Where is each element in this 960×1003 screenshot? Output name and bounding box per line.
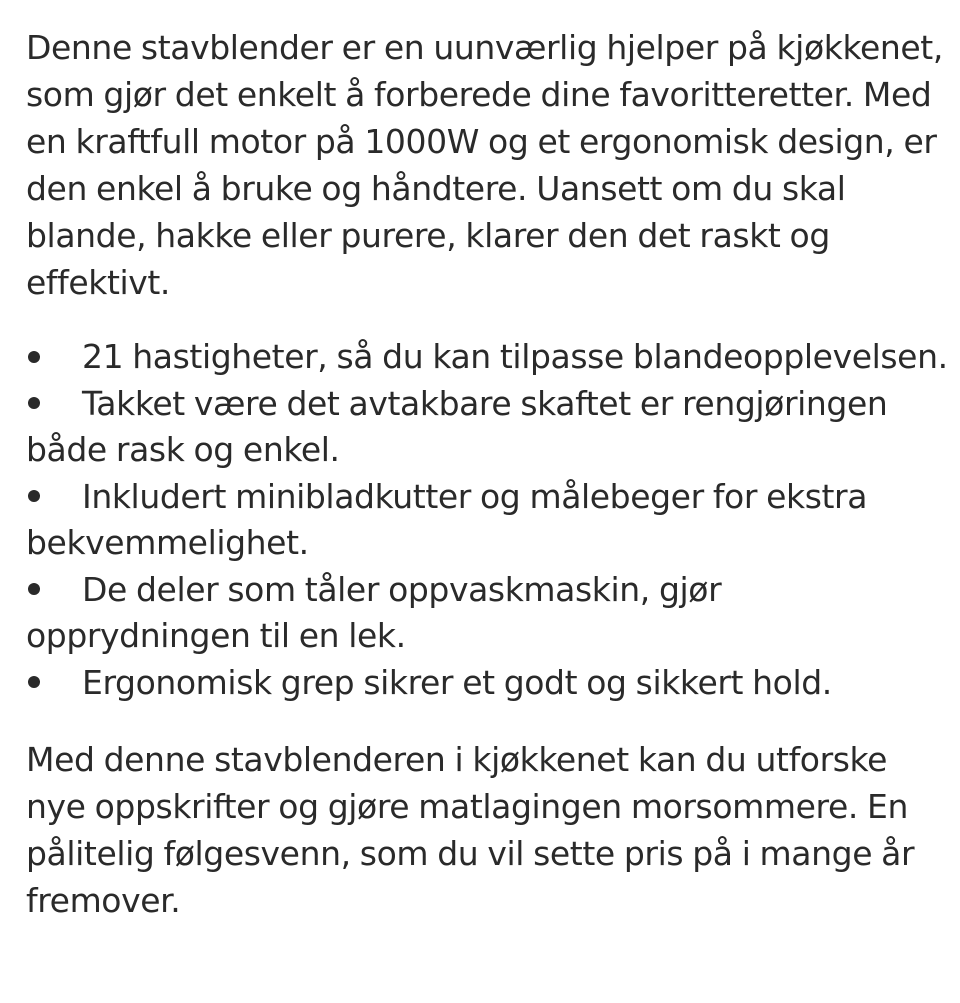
list-item [26, 660, 952, 707]
list-item-text: 21 hastigheter, så du kan tilpasse blandeopplevelsen. [82, 337, 948, 376]
bullet-icon [28, 397, 40, 409]
bullet-icon [28, 351, 40, 363]
list-item [26, 474, 952, 567]
intro-paragraph: Denne stavblender er en uunværlig hjelper på kjøkkenet, som gjør det enkelt å forberede dine favoritteretter. Med en kraftfull motor på 1000W og et ergonomisk design, er den enkel å bruke og håndtere. Uansett om du skal blande, hakke eller purere, klarer den det raskt og effektivt. [26, 28, 943, 302]
list-item [26, 334, 952, 381]
list-item-text: Ergonomisk grep sikrer et godt og sikkert hold. [82, 662, 832, 702]
list-item [26, 567, 952, 660]
list-item-text: Takket være det avtakbare skaftet er rengjøringen både rask og enkel. [26, 383, 888, 469]
bullet-icon [28, 583, 40, 595]
feature-list [26, 334, 952, 706]
list-item-text: De deler som tåler oppvaskmaskin, gjør opprydningen til en lek. [26, 569, 722, 655]
outro-paragraph: Med denne stavblenderen i kjøkkenet kan du utforske nye oppskrifter og gjøre matlagingen morsommere. En pålitelig følgesvenn, som du vil sette pris på i mange år fremover. [26, 740, 915, 920]
bullet-icon [28, 490, 40, 502]
list-item [26, 381, 952, 474]
list-item-text: Inkludert minibladkutter og målebeger for ekstra bekvemmelighet. [26, 476, 868, 562]
bullet-icon [28, 676, 40, 688]
